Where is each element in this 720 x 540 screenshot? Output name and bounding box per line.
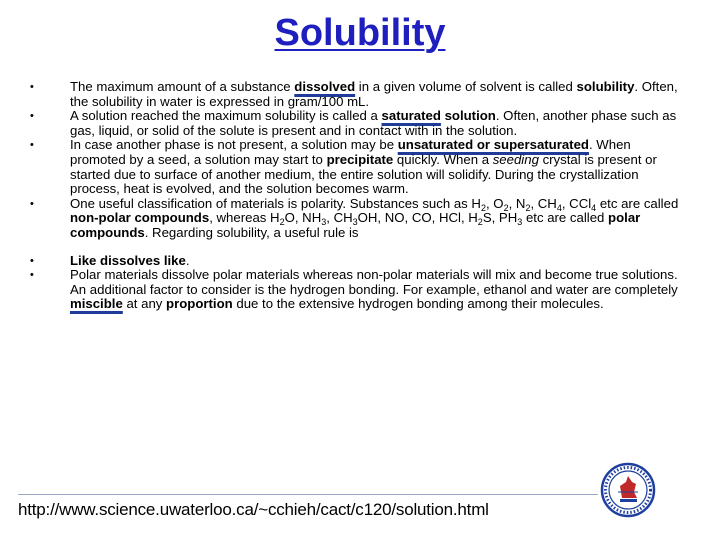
bullet-icon: • [30,254,34,267]
keyword-link[interactable]: saturated [381,108,441,124]
source-url-link[interactable]: http://www.science.uwaterloo.ca/~cchieh/cact/c120/solution.html [18,500,489,519]
list-item: • One useful classification of materials is polarity. Substances such as $H_2$, $O_2$, $N_2$, $CH_4$, CCl$_4$ etc are called non-polar compounds, whereas $H_2O$, $NH_3$, $CH_3OH$, NO, CO, HCl, $H_2S$, $PH_3$ etc are called polar compounds. Regarding solubility, a useful rule is [30,195,679,240]
bullet-icon: • [30,139,34,152]
keyword-link[interactable]: dissolved [294,79,356,94]
list-item: • Like dissolves like. [30,252,190,268]
bullet-icon: • [30,81,34,93]
bullet-icon: • [30,110,34,123]
list-item: • A solution reached the maximum solubility is called a saturated solution. Often, another phase such as gas, liquid, or solid of the solute is present and in contact with in the solution. [30,108,677,138]
list-item: • The maximum amount of a substance dissolved in a given volume of solvent is called solubility. Often, the solubility in water is expressed in gram/100 mL. [30,79,678,109]
page-title: Solubility [274,12,446,54]
list-item: • In case another phase is not present, a solution may be unsaturated or supersaturated. When promoted by a seed, a solution may start to precipitate quickly. When a seeding crystal is present or started due to surface of another medium, the entire solution will solidify. During the crystallization process, heat is evolved, and the solution becomes warm. [30,137,657,197]
list-item: • Polar materials dissolve polar materials whereas non-polar materials will mix and become true solutions. An additional factor to consider is the hydrogen bonding. For example, ethanol and water are completely miscible at any proportion due to the extensive hydrogen bonding among their molecules. [30,267,678,312]
keyword-link[interactable]: miscible [70,296,123,312]
bullet-icon: • [30,269,34,282]
footer-divider [18,494,598,495]
bullet-icon: • [30,197,34,210]
university-seal-icon [600,462,656,518]
keyword-link[interactable]: unsaturated or supersaturated [397,137,589,153]
bullet-list [30,80,690,312]
